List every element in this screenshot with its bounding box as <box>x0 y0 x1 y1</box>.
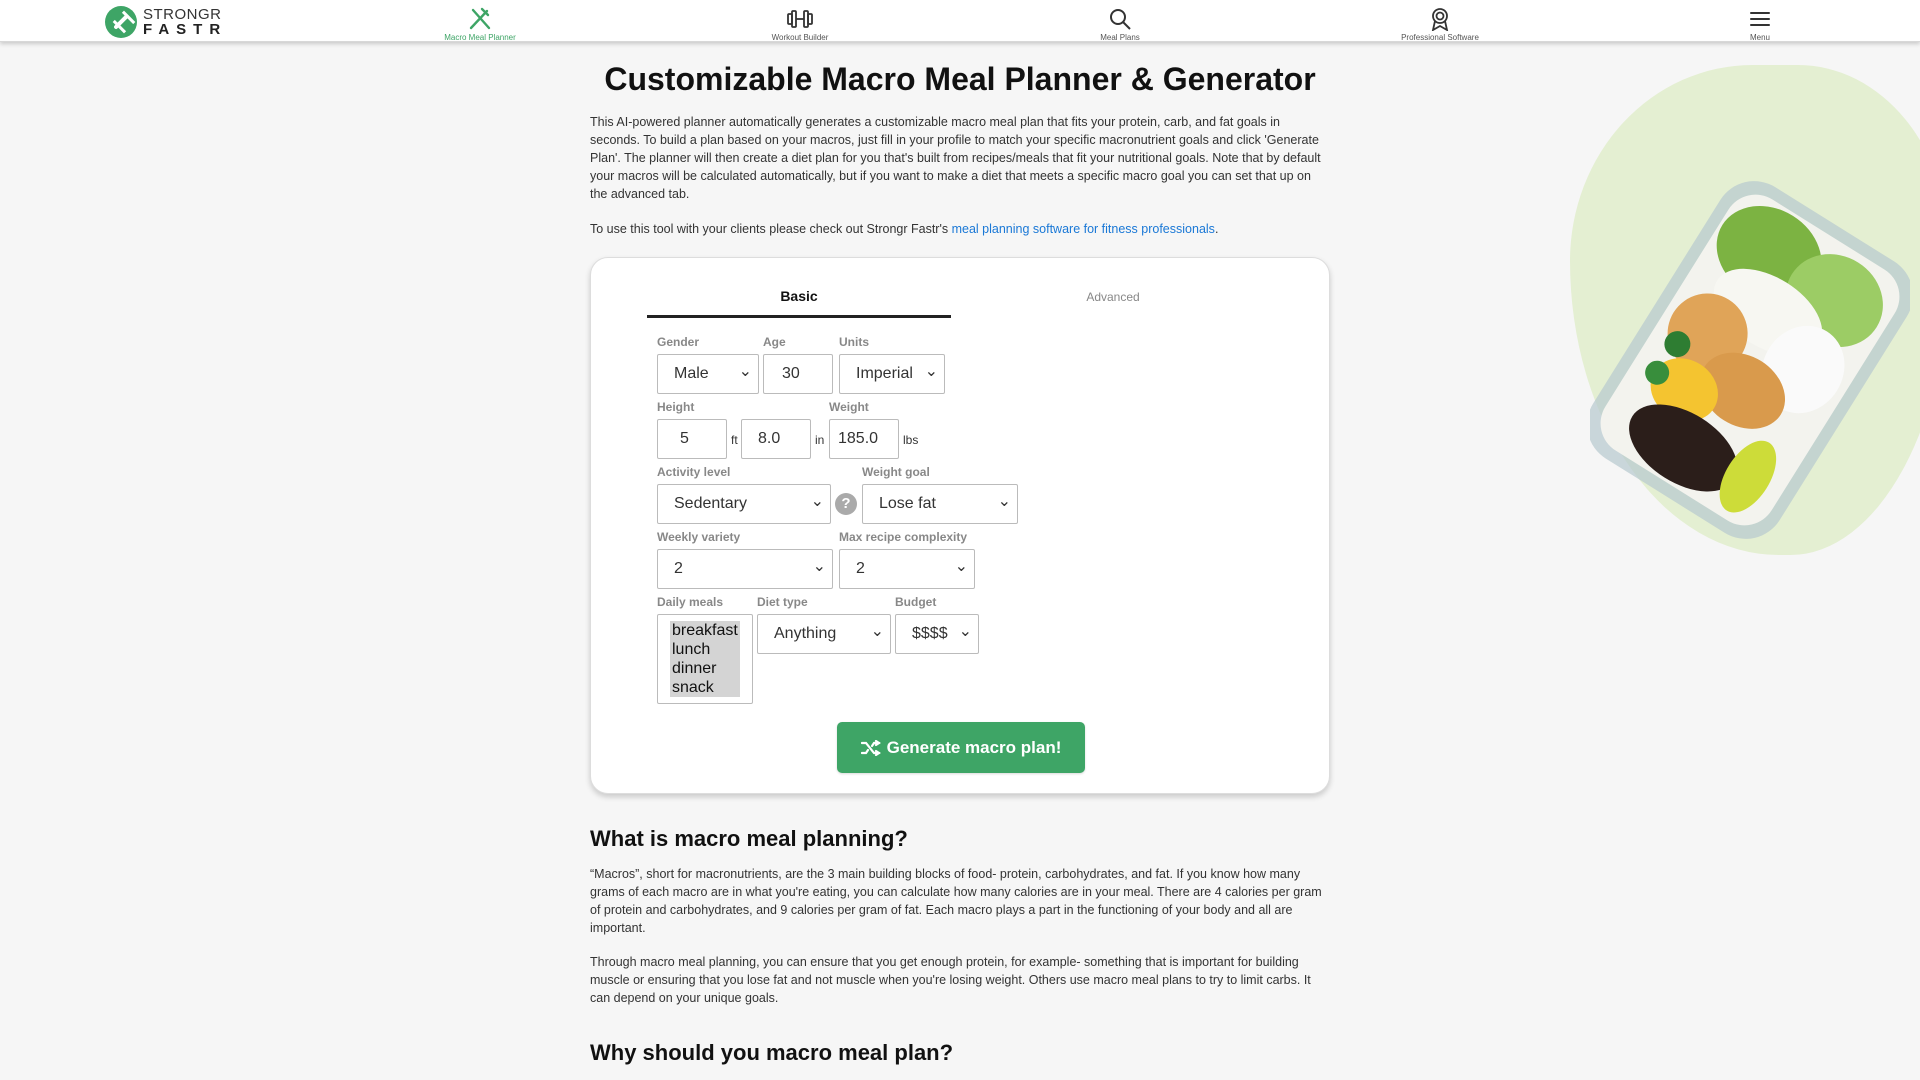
weight-label: Weight <box>829 400 869 414</box>
max-complexity-label: Max recipe complexity <box>839 530 968 544</box>
activity-select[interactable]: Sedentary ⌄ <box>657 484 831 524</box>
generate-label: Generate macro plan! <box>886 737 1062 757</box>
logo-text-line2: FASTR <box>143 21 228 38</box>
hamburger-icon <box>1700 6 1820 32</box>
logo[interactable] <box>105 6 227 38</box>
clients-suffix: . <box>1214 222 1219 236</box>
daily-meals-label: Daily meals <box>657 595 724 609</box>
meal-prep-container-image <box>1590 170 1910 550</box>
tab-advanced[interactable]: Advanced <box>1086 290 1140 304</box>
planner-form-card <box>590 257 1330 794</box>
section-heading-why: Why should you macro meal plan? <box>590 1040 954 1065</box>
in-unit: in <box>815 433 825 447</box>
meal-option-breakfast[interactable]: breakfast <box>670 621 740 640</box>
budget-select[interactable]: $$$$ ⌄ <box>895 614 979 654</box>
height-in-input[interactable]: 8.0 <box>741 419 811 459</box>
ft-unit: ft <box>731 433 738 447</box>
top-nav <box>0 0 1920 42</box>
diet-type-label: Diet type <box>757 595 808 609</box>
nav-meal-plans[interactable] <box>1060 6 1180 42</box>
logo-icon <box>105 6 137 38</box>
tab-basic[interactable]: Basic <box>647 288 951 318</box>
diet-type-select[interactable]: Anything ⌄ <box>757 614 891 654</box>
activity-label: Activity level <box>657 465 731 479</box>
page-title: Customizable Macro Meal Planner & Generator <box>604 61 1316 97</box>
age-label: Age <box>763 335 786 349</box>
meal-option-dinner[interactable]: dinner <box>670 659 740 678</box>
weekly-variety-select[interactable]: 2 ⌄ <box>657 549 833 589</box>
clients-text: To use this tool with your clients please check out Strongr Fastr's <box>590 222 952 236</box>
section1-paragraph-2: Through macro meal planning, you can ensure that you get enough protein, for example- something that is important for building muscle or ensuring that you lose fat and not muscle when you're losing weight. Others use macro meal plans to try to limit carbs. It can depend on your unique goals. <box>590 955 1311 1005</box>
nav-label: Professional Software <box>1401 33 1479 42</box>
weight-input[interactable]: 185.0 <box>829 419 899 459</box>
nav-menu[interactable] <box>1700 6 1820 42</box>
nav-professional-software[interactable] <box>1380 6 1500 42</box>
fork-knife-icon <box>420 6 540 32</box>
meal-option-snack[interactable]: snack <box>670 678 740 697</box>
gender-select[interactable]: Male ⌄ <box>657 354 759 394</box>
units-label: Units <box>839 335 869 349</box>
search-icon <box>1060 6 1180 32</box>
dumbbell-icon <box>740 6 860 32</box>
nav-label: Meal Plans <box>1100 33 1140 42</box>
weight-goal-label: Weight goal <box>862 465 930 479</box>
height-label: Height <box>657 400 695 414</box>
budget-label: Budget <box>895 595 937 609</box>
meal-option-lunch[interactable]: lunch <box>670 640 740 659</box>
weekly-variety-label: Weekly variety <box>657 530 741 544</box>
gender-label: Gender <box>657 335 700 349</box>
award-icon <box>1380 6 1500 32</box>
help-icon[interactable]: ? <box>835 493 857 515</box>
nav-label: Macro Meal Planner <box>444 33 516 42</box>
nav-label: Workout Builder <box>771 33 829 42</box>
clients-paragraph <box>590 220 1330 238</box>
intro-paragraph: This AI-powered planner automatically generates a customizable macro meal plan that fits your protein, carb, and fat goals in seconds. To build a plan based on your macros, just fill in your profile to match your specific macronutrient goals and click 'Generate Plan'. The planner will then create a diet plan for you that's built from recipes/meals that fit your nutritional goals. Note that by default your macros will be calculated automatically, but if you want to make a diet that meets a specific macro goal you can set that up on the advanced tab. <box>590 115 1321 201</box>
nav-workout-builder[interactable] <box>740 6 860 42</box>
form-tabs <box>647 288 1275 318</box>
max-complexity-select[interactable]: 2 ⌄ <box>839 549 975 589</box>
section-heading-what-is: What is macro meal planning? <box>590 826 908 851</box>
generate-plan-button[interactable] <box>837 722 1085 773</box>
weight-unit: lbs <box>903 433 919 447</box>
daily-meals-listbox[interactable] <box>657 614 753 704</box>
weight-goal-select[interactable]: Lose fat ⌄ <box>862 484 1018 524</box>
professional-software-link[interactable]: meal planning software for fitness professionals <box>951 222 1215 236</box>
nav-macro-meal-planner[interactable] <box>420 6 540 42</box>
section1-paragraph-1: “Macros”, short for macronutrients, are the 3 main building blocks of food- protein, carbohydrates, and fat. If you know how many grams of each macro are in what you're eating, you can calculate how many calories are in your meal. There are 4 calories per gram of protein and carbohydrates, and 9 calories per gram of fat. Each macro plays a part in the functioning of your body and all are important. <box>590 867 1322 935</box>
nav-label: Menu <box>1749 33 1770 42</box>
age-input[interactable]: 30 <box>763 354 833 394</box>
logo-text-line1: STRONGR <box>143 6 222 23</box>
units-select[interactable]: Imperial ⌄ <box>839 354 945 394</box>
shuffle-icon <box>861 740 881 756</box>
height-ft-input[interactable]: 5 <box>657 419 727 459</box>
